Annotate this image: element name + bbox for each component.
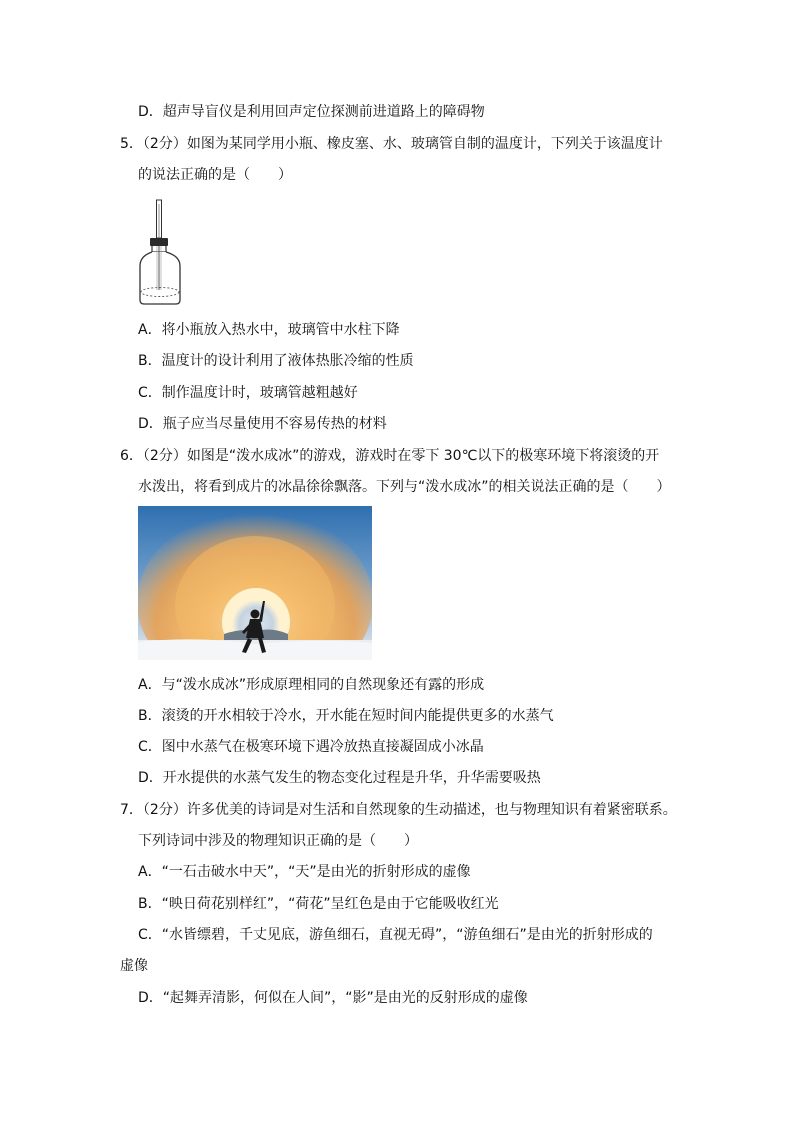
q7-option-a: A．“一石击破水中天”，“天”是由光的折射形成的虚像 (138, 864, 471, 880)
q6-option-a: A．与“泼水成冰”形成原理相同的自然现象还有露的形成 (138, 677, 485, 693)
q5-option-c: C．制作温度计时，玻璃管越粗越好 (138, 385, 358, 401)
q6-option-c: C．图中水蒸气在极寒环境下遇冷放热直接凝固成小冰晶 (138, 739, 484, 755)
q5-option-d: D．瓶子应当尽量使用不容易传热的材料 (138, 416, 387, 432)
thermometer-bottle-icon (136, 198, 186, 306)
q6-option-d: D．开水提供的水蒸气发生的物态变化过程是升华，升华需要吸热 (138, 770, 541, 786)
q6-stem-line2: 水泼出，将看到成片的冰晶徐徐飘落。下列与“泼水成冰”的相关说法正确的是（ ） (138, 479, 671, 495)
q7-stem-line1: 7．（2分）许多优美的诗词是对生活和自然现象的生动描述，也与物理知识有着紧密联系。 (120, 802, 677, 818)
q4-option-d: D．超声导盲仪是利用回声定位探测前进道路上的障碍物 (138, 104, 485, 120)
q6-stem-line1: 6．（2分）如图是“泼水成冰”的游戏，游戏时在零下 30℃以下的极寒环境下将滚烫的开 (120, 448, 660, 464)
q5-stem-line2: 的说法正确的是（ ） (138, 167, 292, 183)
q7-option-b: B．“映日荷花别样红”，“荷花”呈红色是由于它能吸收红光 (138, 896, 499, 912)
q7-option-c-line2: 虚像 (120, 958, 148, 974)
q7-stem-line2: 下列诗词中涉及的物理知识正确的是（ ） (138, 833, 418, 849)
q6-option-b: B．滚烫的开水相较于冷水，开水能在短时间内能提供更多的水蒸气 (138, 708, 554, 724)
q5-stem-line1: 5．（2分）如图为某同学用小瓶、橡皮塞、水、玻璃管自制的温度计，下列关于该温度计 (120, 136, 663, 152)
q5-option-b: B．温度计的设计利用了液体热胀冷缩的性质 (138, 353, 414, 369)
q5-option-a: A．将小瓶放入热水中，玻璃管中水柱下降 (138, 322, 400, 338)
q6-photo-boiling-water-ice (138, 506, 372, 660)
q7-option-c-line1: C．“水皆缥碧，千丈见底，游鱼细石，直视无碍”，“游鱼细石”是由光的折射形成的 (138, 927, 653, 943)
q7-option-d: D．“起舞弄清影，何似在人间”，“影”是由光的反射形成的虚像 (138, 990, 528, 1006)
q5-thermometer-figure (136, 198, 186, 310)
